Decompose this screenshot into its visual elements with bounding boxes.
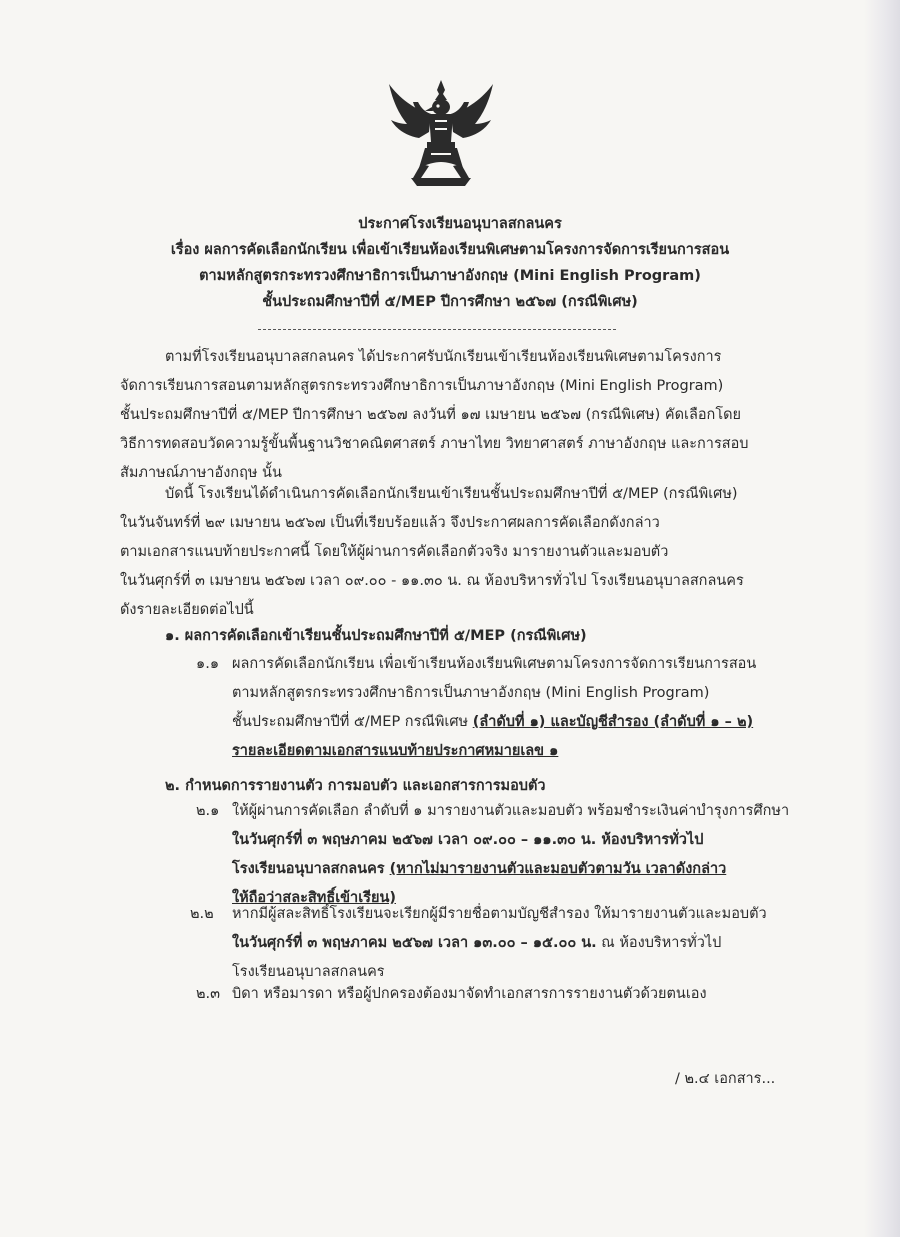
paragraph-line: วิธีการทดสอบวัดความรู้ขั้นพื้นฐานวิชาคณิตศาสตร์ ภาษาไทย วิทยาศาสตร์ ภาษาอังกฤษ และการสอบ [120,436,749,452]
item-number: ๒.๑ [196,803,220,819]
item-number: ๒.๓ [196,986,221,1002]
title-line-grade: ชั้นประถมศึกษาปีที่ ๕/MEP ปีการศึกษา ๒๕๖๗ (กรณีพิเศษ) [262,294,638,310]
selection-order-text: (ลำดับที่ ๑) และบัญชีสำรอง (ลำดับที่ ๑ – ๒) [472,714,754,730]
section-2-heading: ๒. กำหนดการรายงานตัว การมอบตัว และเอกสารการมอบตัว [165,778,546,794]
item-text: ให้ผู้ผ่านการคัดเลือก ลำดับที่ ๑ มารายงานตัวและมอบตัว พร้อมชำระเงินค่าบำรุงการศึกษา [232,803,790,819]
result-paragraph [120,480,765,625]
reserve-date-text: ในวันศุกร์ที่ ๓ พฤษภาคม ๒๕๖๗ เวลา ๑๓.๐๐ – ๑๕.๐๐ น. [232,935,597,951]
paragraph-line: ตามเอกสารแนบท้ายประกาศนี้ โดยให้ผู้ผ่านการคัดเลือกตัวจริง มารายงานตัวและมอบตัว [120,544,669,560]
item-text: ณ ห้องบริหารทั่วไป [596,935,722,951]
item-1-1 [196,650,756,766]
paragraph-line: ตามที่โรงเรียนอนุบาลสกลนคร ได้ประกาศรับนักเรียนเข้าเรียนห้องเรียนพิเศษตามโครงการ [165,349,722,365]
intro-paragraph [120,343,765,488]
forfeit-warning: ให้ถือว่าสละสิทธิ์เข้าเรียน) [232,890,396,906]
paragraph-line: ดังรายละเอียดต่อไปนี้ [120,602,254,618]
item-number: ๑.๑ [196,656,220,672]
item-number: ๒.๒ [190,906,214,922]
paragraph-line: จัดการเรียนการสอนตามหลักสูตรกระทรวงศึกษาธิการเป็นภาษาอังกฤษ (Mini English Program) [120,378,724,394]
paragraph-line: ในวันศุกร์ที่ ๓ เมษายน ๒๕๖๗ เวลา ๐๙.๐๐ - ๑๑.๓๐ น. ณ ห้องบริหารทั่วไป โรงเรียนอนุบาลสกลนคร [120,573,744,589]
announcement-title [0,211,900,315]
title-line-school: ประกาศโรงเรียนอนุบาลสกลนคร [358,216,562,232]
page-edge-shadow [864,0,900,1237]
title-line-program: ตามหลักสูตรกระทรวงศึกษาธิการเป็นภาษาอังกฤษ (Mini English Program) [199,268,701,284]
item-text: ชั้นประถมศึกษาปีที่ ๕/MEP กรณีพิเศษ [232,714,473,730]
section-1-heading: ๑. ผลการคัดเลือกเข้าเรียนชั้นประถมศึกษาปีที่ ๕/MEP (กรณีพิเศษ) [165,628,587,644]
item-2-1 [196,797,789,913]
item-text: โรงเรียนอนุบาลสกลนคร [232,861,390,877]
report-date-text: ในวันศุกร์ที่ ๓ พฤษภาคม ๒๕๖๗ เวลา ๐๙.๐๐ – ๑๑.๓๐ น. ห้องบริหารทั่วไป [232,832,704,848]
title-divider [258,329,616,330]
paragraph-line: บัดนี้ โรงเรียนได้ดำเนินการคัดเลือกนักเรียนเข้าเรียนชั้นประถมศึกษาปีที่ ๕/MEP (กรณีพิเศษ) [165,486,738,502]
attachment-reference: รายละเอียดตามเอกสารแนบท้ายประกาศหมายเลข ๑ [232,743,559,759]
continuation-note: / ๒.๔ เอกสาร... [675,1071,776,1087]
item-text: ตามหลักสูตรกระทรวงศึกษาธิการเป็นภาษาอังกฤษ (Mini English Program) [232,685,710,701]
item-text: บิดา หรือมารดา หรือผู้ปกครองต้องมาจัดทำเอกสารการรายงานตัวด้วยตนเอง [232,986,707,1002]
garuda-emblem [385,80,497,188]
title-line-subject: เรื่อง ผลการคัดเลือกนักเรียน เพื่อเข้าเรียนห้องเรียนพิเศษตามโครงการจัดการเรียนการสอน [170,242,730,258]
item-text: ผลการคัดเลือกนักเรียน เพื่อเข้าเรียนห้องเรียนพิเศษตามโครงการจัดการเรียนการสอน [232,656,757,672]
item-text: โรงเรียนอนุบาลสกลนคร [232,964,385,980]
paragraph-line: ในวันจันทร์ที่ ๒๙ เมษายน ๒๕๖๗ เป็นที่เรียบร้อยแล้ว จึงประกาศผลการคัดเลือกดังกล่าว [120,515,660,531]
paragraph-line: สัมภาษณ์ภาษาอังกฤษ นั้น [120,465,282,481]
item-text: หากมีผู้สละสิทธิ์โรงเรียนจะเรียกผู้มีรายชื่อตามบัญชีสำรอง ให้มารายงานตัวและมอบตัว [232,906,767,922]
paragraph-line: ชั้นประถมศึกษาปีที่ ๕/MEP ปีการศึกษา ๒๕๖๗ ลงวันที่ ๑๗ เมษายน ๒๕๖๗ (กรณีพิเศษ) คัดเลือกโดย [120,407,742,423]
item-2-2 [190,900,767,987]
item-2-3 [196,980,707,1009]
forfeit-warning: (หากไม่มารายงานตัวและมอบตัวตามวัน เวลาดังกล่าว [389,861,727,877]
